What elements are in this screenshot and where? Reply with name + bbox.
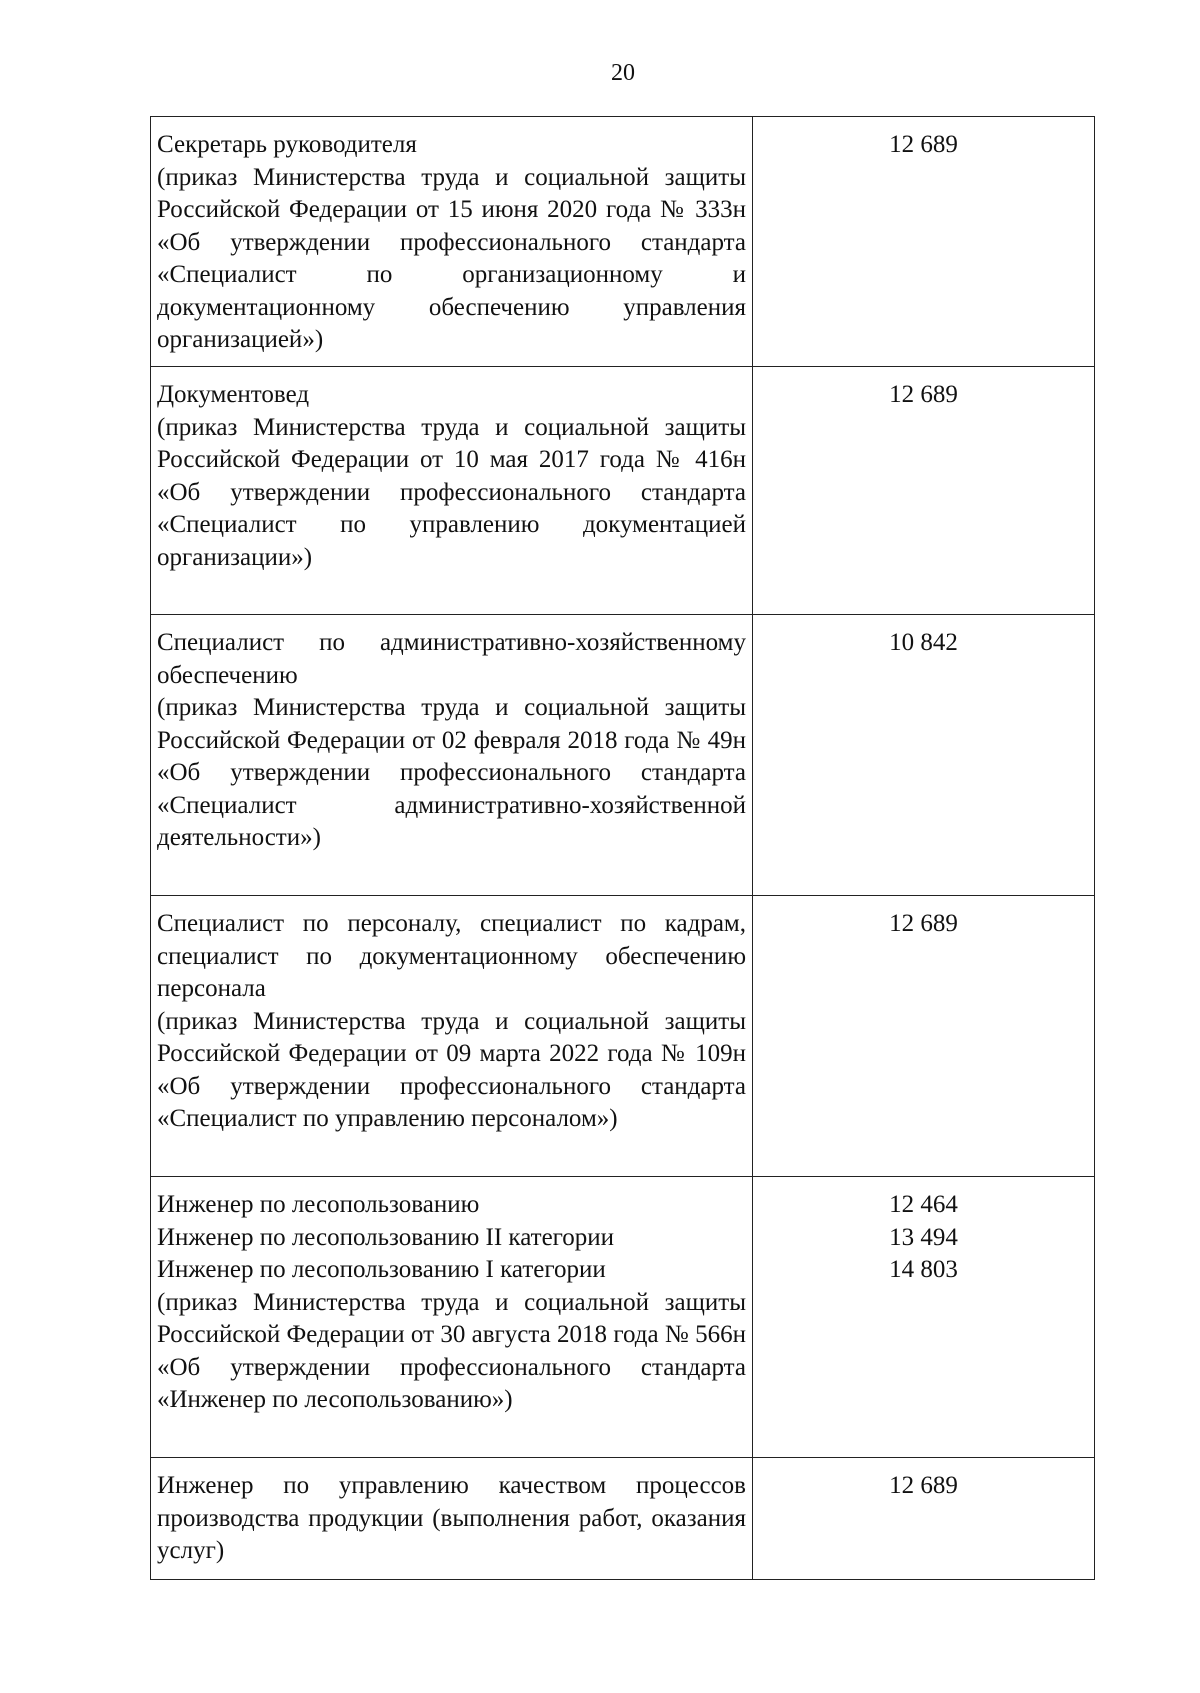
position-cell — [151, 367, 753, 615]
position-title: Инженер по лесопользованию — [157, 1191, 480, 1218]
position-cell — [151, 1458, 753, 1580]
salary-value: 12 464 — [889, 1191, 958, 1218]
position-cell — [151, 1177, 753, 1458]
salary-cell — [753, 615, 1095, 896]
salary-cell — [753, 1177, 1095, 1458]
order-reference: (приказ Министерства труда и социальной защиты Российской Федерации от 02 февраля 2018 года № 49н «Об утверждении профессионального стандарта «Специалист административно-хозяйственной деятельности») — [157, 694, 746, 851]
table-row — [151, 896, 1095, 1177]
table-row — [151, 367, 1095, 615]
salary-value: 12 689 — [889, 1472, 958, 1499]
salary-cell — [753, 1458, 1095, 1580]
position-title: Специалист по персоналу, специалист по кадрам, специалист по документационному обеспечению персонала — [157, 910, 746, 1002]
table-row — [151, 117, 1095, 367]
salary-value: 12 689 — [889, 910, 958, 937]
salary-value: 14 803 — [889, 1256, 958, 1283]
position-title: Инженер по лесопользованию I категории — [157, 1256, 606, 1283]
page-number: 20 — [611, 60, 635, 86]
position-title: Инженер по управлению качеством процессов производства продукции (выполнения работ, оказания услуг) — [157, 1472, 746, 1564]
order-reference: (приказ Министерства труда и социальной защиты Российской Федерации от 10 мая 2017 года № 416н «Об утверждении профессионального стандарта «Специалист по управлению документацией организации») — [157, 413, 746, 571]
position-title: Специалист по административно-хозяйственному обеспечению — [157, 629, 746, 689]
position-title: Документовед — [157, 381, 310, 408]
salary-value: 13 494 — [889, 1223, 958, 1251]
table-row — [151, 615, 1095, 896]
order-reference: (приказ Министерства труда и социальной защиты Российской Федерации от 30 августа 2018 года № 566н «Об утверждении профессионального стандарта «Инженер по лесопользованию») — [157, 1288, 746, 1413]
salary-value: 10 842 — [889, 629, 958, 656]
salary-cell — [753, 367, 1095, 615]
position-cell — [151, 615, 753, 896]
salary-value: 12 689 — [889, 381, 958, 408]
position-title: Инженер по лесопользованию II категории — [157, 1223, 615, 1251]
table-row — [151, 1458, 1095, 1580]
salary-cell — [753, 117, 1095, 367]
order-reference: (приказ Министерства труда и социальной защиты Российской Федерации от 09 марта 2022 года № 109н «Об утверждении профессионального стандарта «Специалист по управлению персоналом») — [157, 1007, 746, 1132]
position-cell — [151, 117, 753, 367]
salary-cell — [753, 896, 1095, 1177]
position-title: Секретарь руководителя — [157, 131, 417, 158]
salary-value: 12 689 — [889, 131, 958, 158]
salary-table — [150, 116, 1095, 1580]
table-row — [151, 1177, 1095, 1458]
order-reference: (приказ Министерства труда и социальной защиты Российской Федерации от 15 июня 2020 года № 333н «Об утверждении профессионального стандарта «Специалист по организационному и документационному обеспечению управления организацией») — [157, 163, 746, 353]
position-cell — [151, 896, 753, 1177]
